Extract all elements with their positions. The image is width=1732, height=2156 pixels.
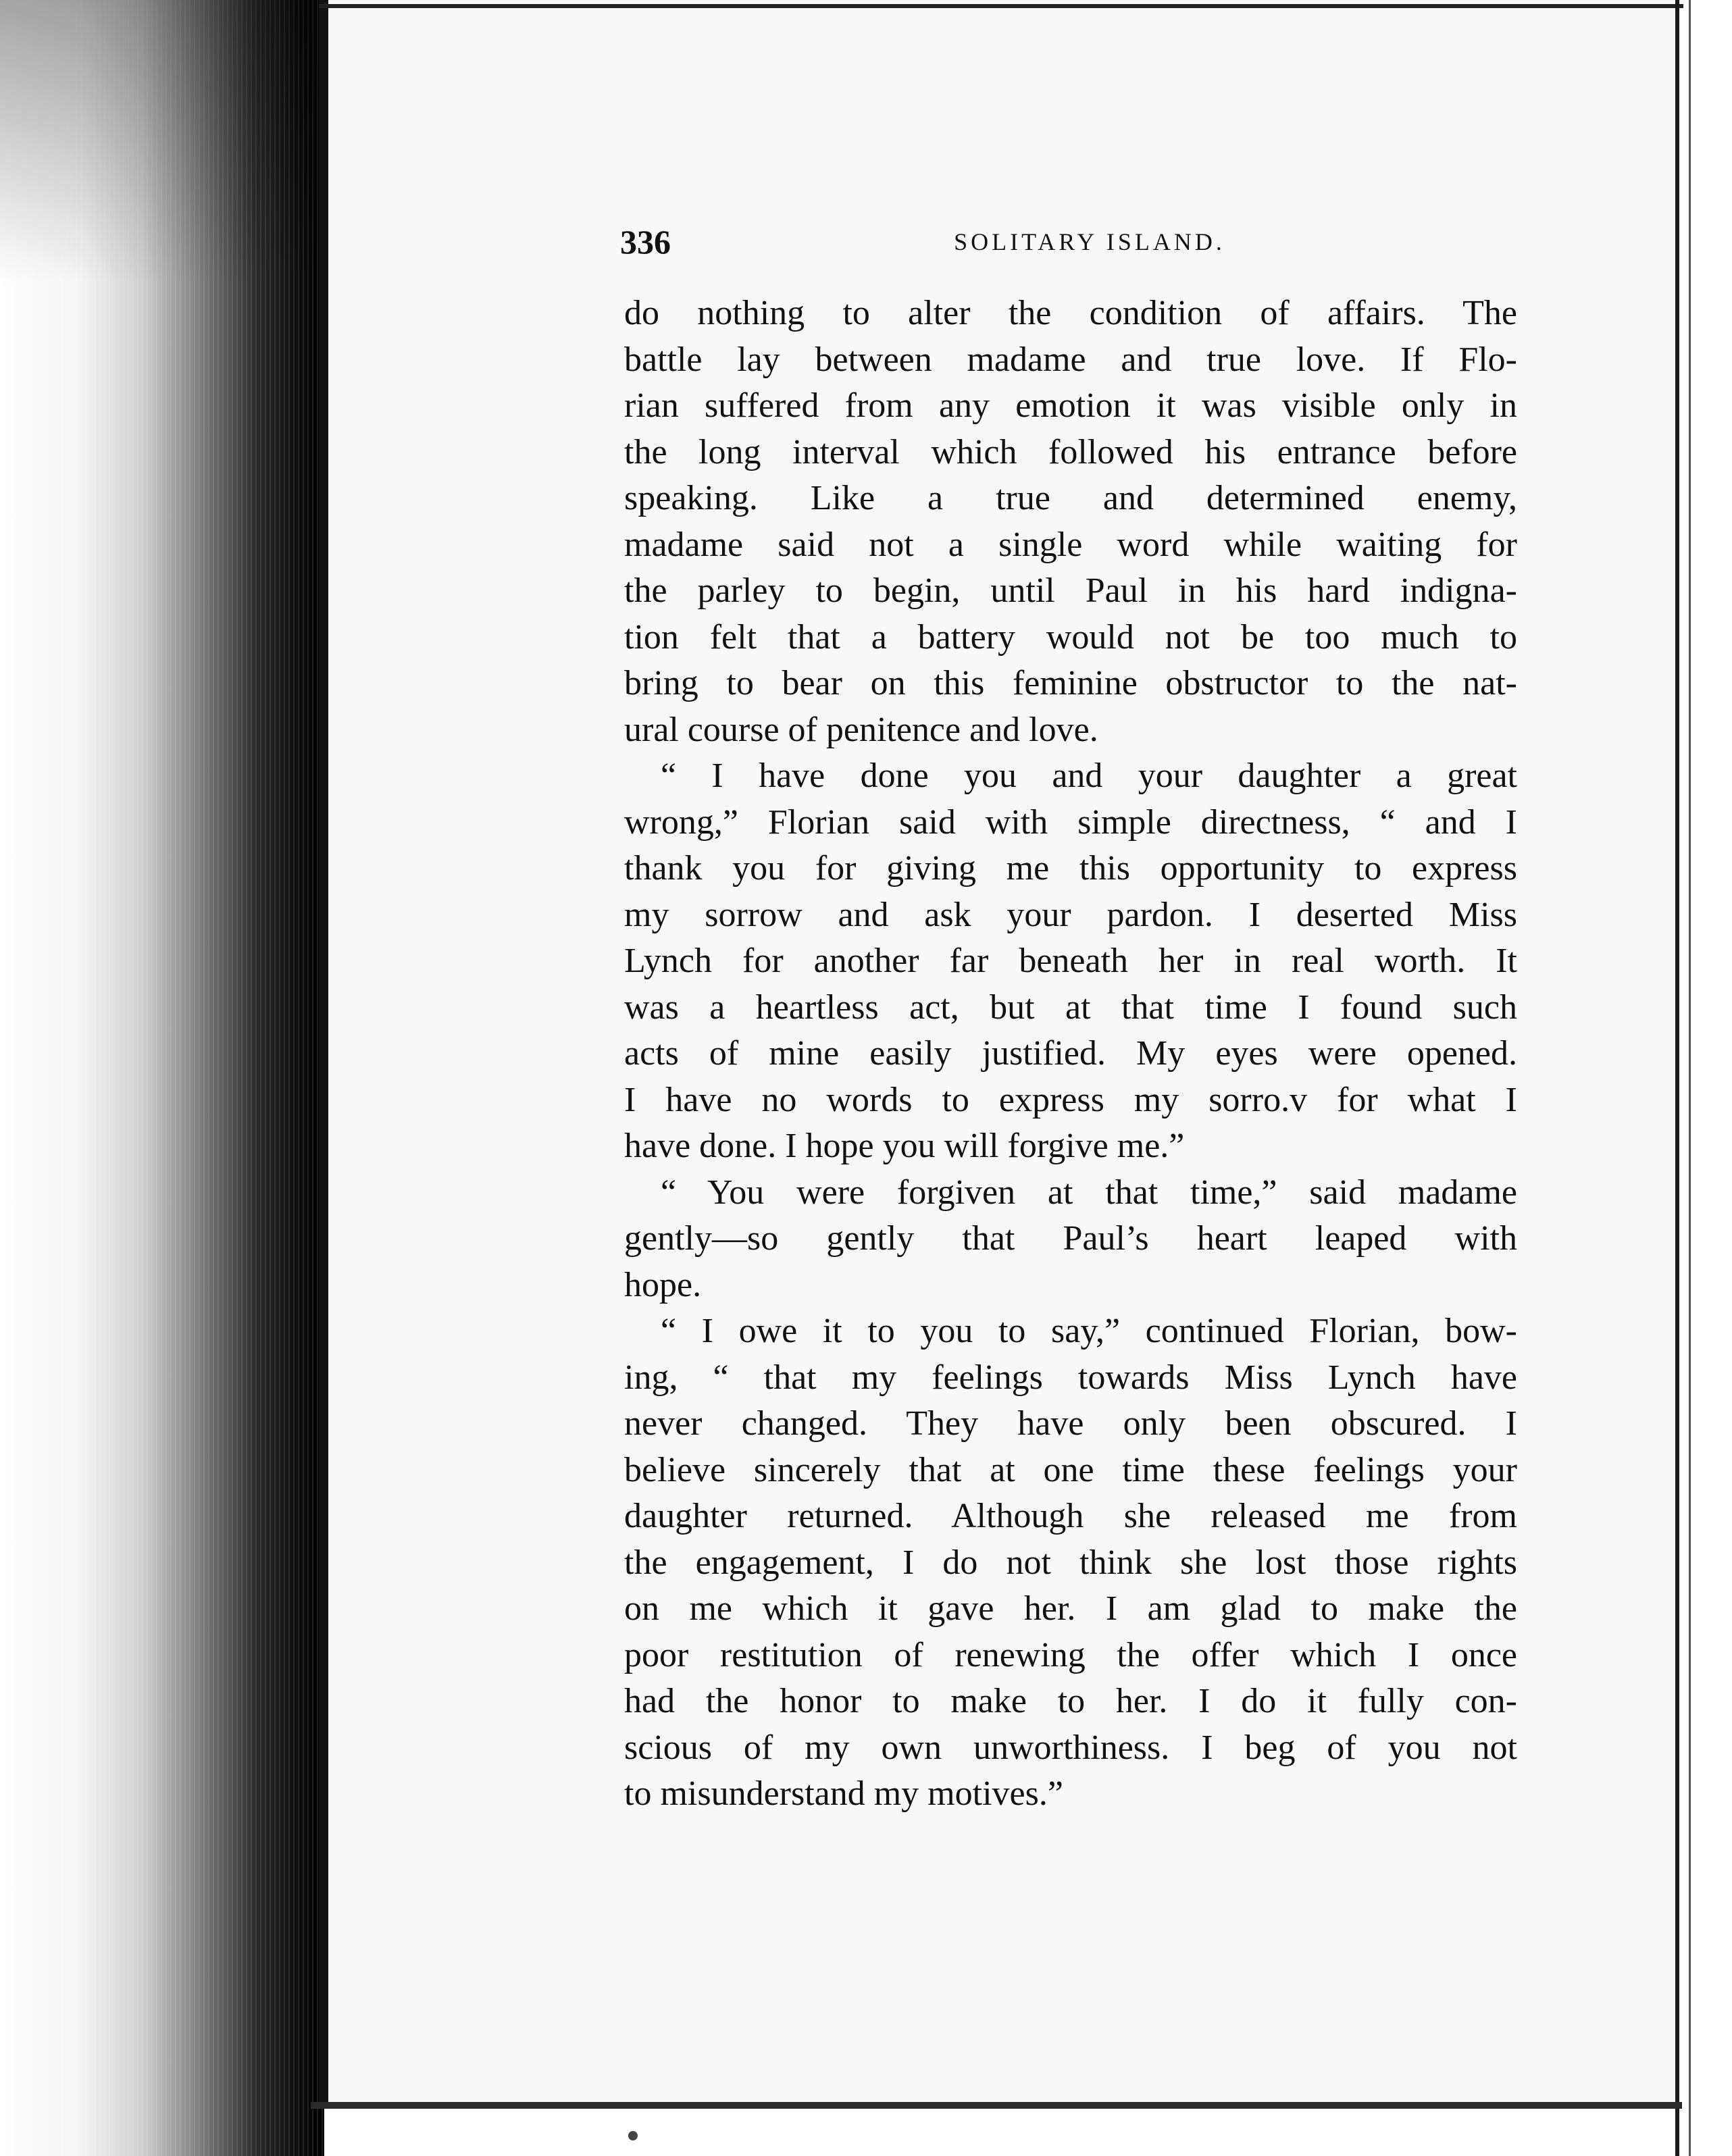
text-line: bring to bear on this feminine obstructor to the nat- <box>624 664 1517 702</box>
page-top-edge <box>319 4 1683 8</box>
text-line: to misunderstand my motives.” <box>624 1774 1063 1813</box>
text-line: “ I owe it to you to say,” continued Florian, bow- <box>661 1312 1517 1350</box>
page-number: 336 <box>620 223 671 261</box>
text-line: hope. <box>624 1265 702 1304</box>
text-line: the long interval which followed his entrance before <box>624 432 1517 471</box>
page-right-edge-shadow <box>1689 0 1691 2156</box>
text-line: my sorrow and ask your pardon. I deserted Miss <box>624 895 1517 934</box>
text-line: was a heartless act, but at that time I found such <box>624 987 1517 1027</box>
text-line: battle lay between madame and true love. If Flo- <box>624 340 1517 379</box>
text-line: madame said not a single word while waiting for <box>624 525 1517 564</box>
text-line: Lynch for another far beneath her in real worth. It <box>624 942 1517 980</box>
text-line: had the honor to make to her. I do it fully con- <box>624 1682 1517 1720</box>
text-line: the engagement, I do not think she lost those rights <box>624 1543 1517 1582</box>
text-line: have done. I hope you will forgive me.” <box>624 1127 1185 1165</box>
text-line: poor restitution of renewing the offer which I once <box>624 1635 1517 1674</box>
text-line: speaking. Like a true and determined enemy, <box>624 479 1517 517</box>
text-line: gently—so gently that Paul’s heart leaped with <box>624 1219 1517 1258</box>
page-right-edge <box>1675 0 1679 2156</box>
running-title: SOLITARY ISLAND. <box>954 228 1225 255</box>
text-line: acts of mine easily justified. My eyes were opened. <box>624 1034 1517 1073</box>
body-text <box>624 290 1517 1818</box>
scan-speck <box>628 2131 638 2140</box>
text-line: ing, “ that my feelings towards Miss Lynch have <box>624 1358 1517 1397</box>
text-line: on me which it gave her. I am glad to make the <box>624 1589 1517 1628</box>
text-line: “ I have done you and your daughter a great <box>661 756 1517 795</box>
text-line: thank you for giving me this opportunity to express <box>624 849 1517 888</box>
text-line: “ You were forgiven at that time,” said madame <box>661 1173 1517 1212</box>
page-edges-shadow <box>0 0 324 284</box>
book-page-edges <box>0 0 324 2156</box>
text-line: the parley to begin, until Paul in his hard indigna- <box>624 571 1517 610</box>
text-line: do nothing to alter the condition of affairs. The <box>624 294 1517 332</box>
text-line: daughter returned. Although she released me from <box>624 1497 1517 1535</box>
text-line: wrong,” Florian said with simple directness, “ and I <box>624 802 1517 842</box>
text-line: I have no words to express my sorro.v for what I <box>624 1080 1517 1119</box>
running-head <box>620 215 1519 269</box>
text-line: ural course of penitence and love. <box>624 710 1098 749</box>
text-line: never changed. They have only been obscured. I <box>624 1404 1517 1443</box>
text-line: scious of my own unworthiness. I beg of you not <box>624 1728 1517 1767</box>
text-line: rian suffered from any emotion it was visible only in <box>624 386 1517 425</box>
text-line: tion felt that a battery would not be too much to <box>624 617 1517 657</box>
text-line: believe sincerely that at one time these feelings your <box>624 1450 1517 1489</box>
page-bottom-edge <box>311 2102 1682 2109</box>
